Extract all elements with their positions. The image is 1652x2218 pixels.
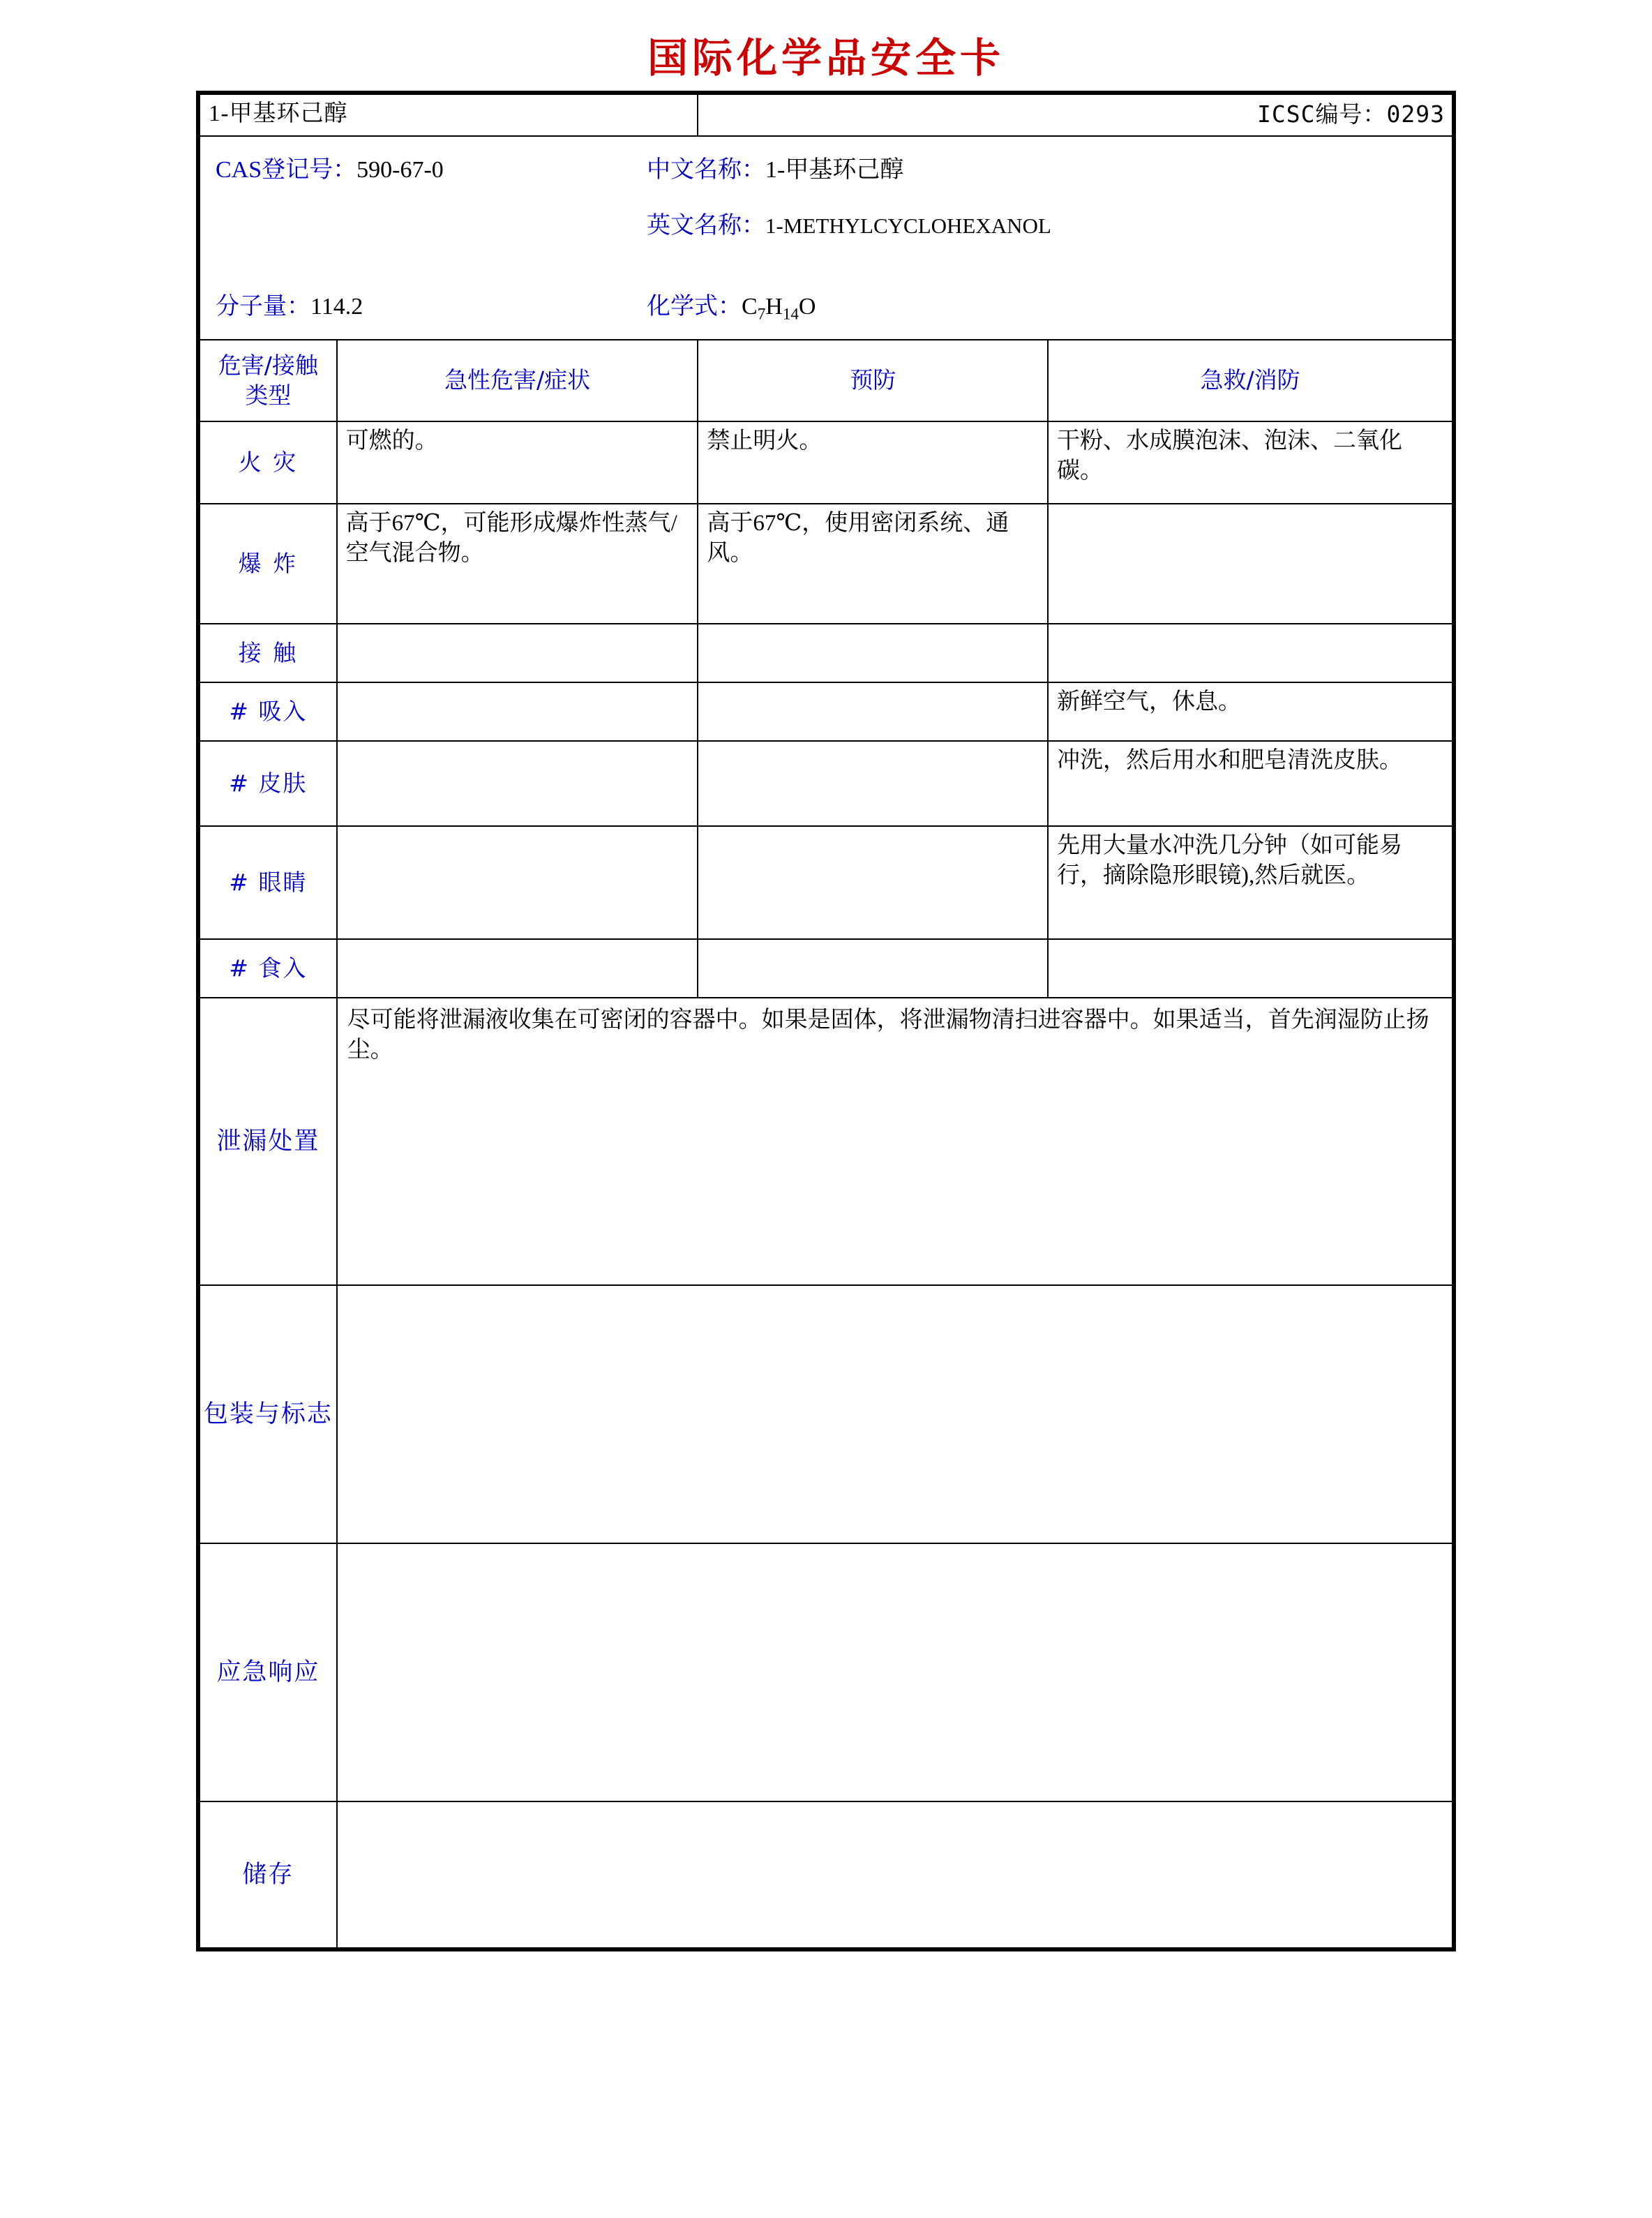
formula-line (647, 292, 816, 325)
cas-line (216, 155, 444, 186)
formula-value (742, 293, 816, 323)
cell-explosion-firstaid (1048, 504, 1452, 624)
molecular-weight-value: 114.2 (310, 293, 363, 320)
table-row-explosion (200, 504, 1452, 624)
column-header-symptoms: 急性危害/症状 (337, 340, 698, 421)
icsc-table (199, 93, 1453, 1949)
column-header-hazard-type-line1: 危害/接触 (218, 351, 318, 379)
table-row-storage (200, 1801, 1452, 1948)
cell-packaging-content (337, 1285, 1452, 1543)
cn-name-line (647, 155, 903, 186)
formula-h-sub: 14 (782, 304, 799, 323)
cell-eyes-firstaid: 先用大量水冲洗几分钟（如可能易行，摘除隐形眼镜),然后就医。 (1048, 826, 1452, 939)
table-row-exposure (200, 624, 1452, 682)
cell-explosion-symptoms: 高于67℃，可能形成爆炸性蒸气/空气混合物。 (337, 504, 698, 624)
row-label-skin: # 皮肤 (200, 741, 337, 826)
cell-eyes-symptoms (337, 826, 698, 939)
molecular-weight-label: 分子量： (216, 293, 310, 320)
row-label-storage: 储存 (200, 1801, 337, 1948)
table-row-spillage (200, 998, 1452, 1285)
formula-h: H (765, 293, 783, 320)
row-label-emergency: 应急响应 (200, 1543, 337, 1801)
table-row-emergency (200, 1543, 1452, 1801)
cell-fire-symptoms: 可燃的。 (337, 421, 698, 504)
cell-exposure-symptoms (337, 624, 698, 682)
cell-skin-prevention (698, 741, 1048, 826)
cell-eyes-prevention (698, 826, 1048, 939)
cell-ingestion-symptoms (337, 939, 698, 998)
cell-inhalation-prevention (698, 682, 1048, 741)
column-header-row (200, 340, 1452, 421)
icsc-card (196, 91, 1456, 1951)
table-row-ingestion (200, 939, 1452, 998)
cn-name-label: 中文名称： (647, 156, 765, 183)
cell-spillage-content: 尽可能将泄漏液收集在可密闭的容器中。如果是固体，将泄漏物清扫进容器中。如果适当，首先润湿防止扬尘。 (337, 998, 1452, 1285)
cell-fire-prevention: 禁止明火。 (698, 421, 1048, 504)
table-row-fire (200, 421, 1452, 504)
column-header-hazard-type (200, 340, 337, 421)
cell-inhalation-symptoms (337, 682, 698, 741)
cas-value: 590-67-0 (356, 156, 444, 183)
cell-skin-firstaid: 冲洗，然后用水和肥皂清洗皮肤。 (1048, 741, 1452, 826)
icsc-number-cell (698, 94, 1452, 136)
table-row-skin (200, 741, 1452, 826)
substance-name: 1-甲基环己醇 (200, 94, 698, 136)
formula-c: C (742, 293, 758, 320)
row-label-eyes: # 眼睛 (200, 826, 337, 939)
row-label-ingestion: # 食入 (200, 939, 337, 998)
identification-block (200, 136, 1452, 340)
en-name-value: 1-METHYLCYCLOHEXANOL (765, 213, 1051, 238)
table-row-inhalation (200, 682, 1452, 741)
row-label-fire: 火 灾 (200, 421, 337, 504)
formula-o: O (798, 293, 816, 320)
cell-fire-firstaid: 干粉、水成膜泡沫、泡沫、二氧化碳。 (1048, 421, 1452, 504)
cell-explosion-prevention: 高于67℃，使用密闭系统、通风。 (698, 504, 1048, 624)
formula-c-sub: 7 (757, 304, 766, 323)
en-name-label: 英文名称： (647, 212, 765, 239)
row-label-inhalation: # 吸入 (200, 682, 337, 741)
column-header-prevention: 预防 (698, 340, 1048, 421)
identification-row (200, 136, 1452, 340)
column-header-firstaid: 急救/消防 (1048, 340, 1452, 421)
table-row-packaging (200, 1285, 1452, 1543)
icsc-label: ICSC编号： (1257, 100, 1387, 128)
row-label-spillage: 泄漏处置 (200, 998, 337, 1285)
row-label-explosion: 爆 炸 (200, 504, 337, 624)
row-label-packaging: 包装与标志 (200, 1285, 337, 1543)
table-row-eyes (200, 826, 1452, 939)
cell-exposure-prevention (698, 624, 1048, 682)
cell-skin-symptoms (337, 741, 698, 826)
cell-exposure-firstaid (1048, 624, 1452, 682)
formula-label: 化学式： (647, 293, 742, 320)
column-header-hazard-type-line2: 类型 (245, 382, 292, 410)
cell-ingestion-firstaid (1048, 939, 1452, 998)
cell-storage-content (337, 1801, 1452, 1948)
cell-inhalation-firstaid: 新鲜空气，休息。 (1048, 682, 1452, 741)
cell-ingestion-prevention (698, 939, 1048, 998)
cn-name-value: 1-甲基环己醇 (765, 156, 904, 183)
cas-label: CAS登记号： (216, 156, 357, 183)
molecular-weight-line (216, 292, 363, 323)
page-title: 国际化学品安全卡 (647, 34, 1005, 82)
cell-emergency-content (337, 1543, 1452, 1801)
en-name-line (647, 211, 1051, 242)
row-label-exposure: 接 触 (200, 624, 337, 682)
card-header-row (200, 94, 1452, 136)
icsc-number: 0293 (1386, 100, 1445, 128)
